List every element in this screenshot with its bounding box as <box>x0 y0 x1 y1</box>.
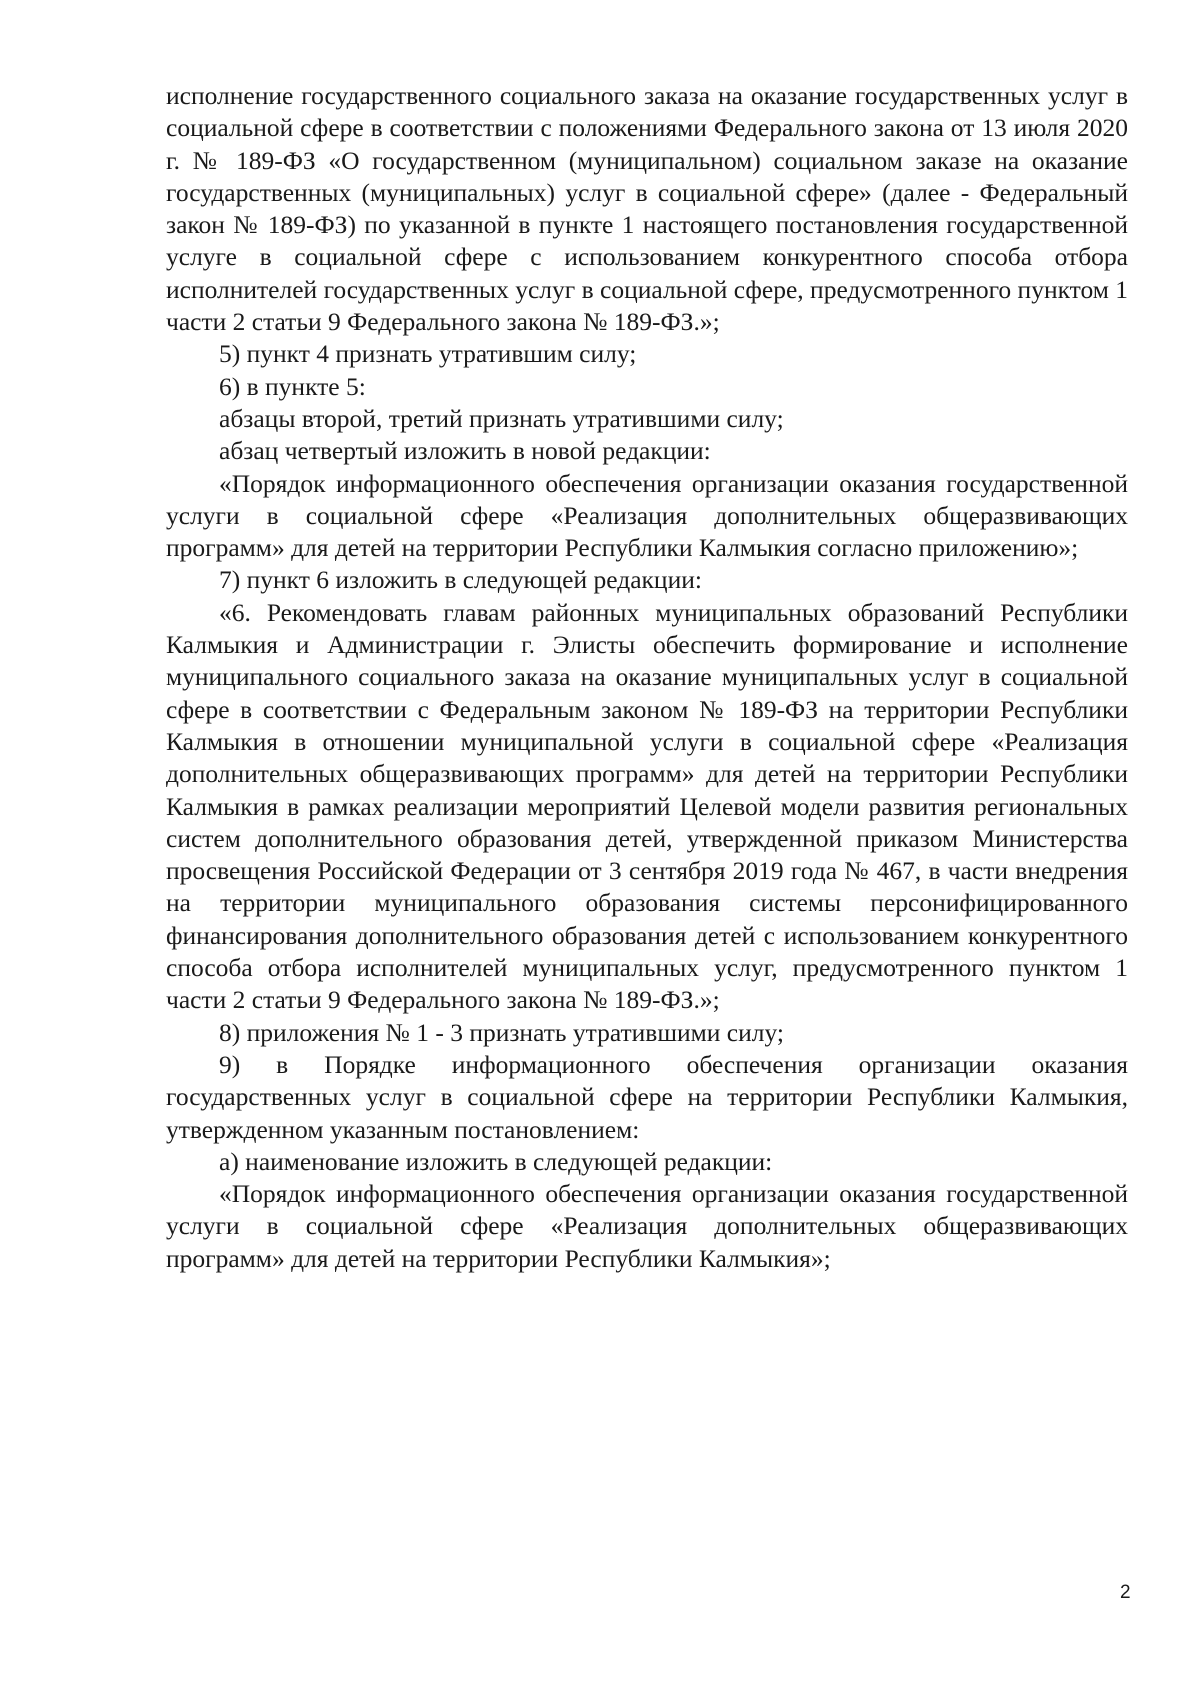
paragraph-item-9-sub-a: а) наименование изложить в следующей редакции: <box>219 1146 773 1176</box>
document-body <box>166 80 1128 1275</box>
paragraph-item-6-sub-1: абзацы второй, третий признать утратившими силу; <box>219 403 784 433</box>
paragraph-item-6-sub-2: абзац четвертый изложить в новой редакции: <box>219 436 711 466</box>
paragraph-item-8: 8) приложения № 1 - 3 признать утратившими силу; <box>219 1017 784 1047</box>
paragraph-item-9-quote: «Порядок информационного обеспечения организации оказания государственной услуги в социальной сфере «Реализация дополнительных общеразвивающих программ» для детей на территории Республики Калмыкия»; <box>166 1179 1128 1273</box>
page-number: 2 <box>1120 1582 1131 1603</box>
paragraph-item-5: 5) пункт 4 признать утратившим силу; <box>219 339 637 369</box>
paragraph-item-7: 7) пункт 6 изложить в следующей редакции: <box>219 565 702 595</box>
paragraph-item-6-quote: «Порядок информационного обеспечения организации оказания государственной услуги в социальной сфере «Реализация дополнительных общеразвивающих программ» для детей на территории Республики Калмыкия согласно приложению»; <box>166 468 1128 563</box>
paragraph-item-6: 6) в пункте 5: <box>219 371 366 401</box>
paragraph-item-7-quote: «6. Рекомендовать главам районных муниципальных образований Республики Калмыкия и Администрации г. Элисты обеспечить формирование и исполнение муниципального социального заказа на оказание муниципальных услуг в социальной сфере в соответствии с Федеральным законом № 189-ФЗ на территории Республики Калмыкия в отношении муниципальной услуги в социальной сфере «Реализация дополнительных общеразвивающих программ» для детей на территории Республики Калмыкия в рамках реализации мероприятий Целевой модели развития региональных систем дополнительного образования детей, утвержденной приказом Министерства просвещения Российской Федерации от 3 сентября 2019 года № 467, в части внедрения на территории муниципального образования системы персонифицированного финансирования дополнительного образования детей с использованием конкурентного способа отбора исполнителей муниципальных услуг, предусмотренного пунктом 1 части 2 статьи 9 Федерального закона № 189-ФЗ.»; <box>166 597 1128 1015</box>
paragraph-continuation: исполнение государственного социального заказа на оказание государственных услуг в социальной сфере в соответствии с положениями Федерального закона от 13 июля 2020 г. № 189-ФЗ «О государственном (муниципальном) социальном заказе на оказание государственных (муниципальных) услуг в социальной сфере» (далее - Федеральный закон № 189-ФЗ) по указанной в пункте 1 настоящего постановления государственной услуге в социальной сфере с использованием конкурентного способа отбора исполнителей государственных услуг в социальной сфере, предусмотренного пунктом 1 части 2 статьи 9 Федерального закона № 189-ФЗ.»; <box>166 81 1128 337</box>
paragraph-item-9: 9) в Порядке информационного обеспечения организации оказания государственных услуг в социальной сфере на территории Республики Калмыкия, утвержденном указанным постановлением: <box>166 1049 1128 1144</box>
